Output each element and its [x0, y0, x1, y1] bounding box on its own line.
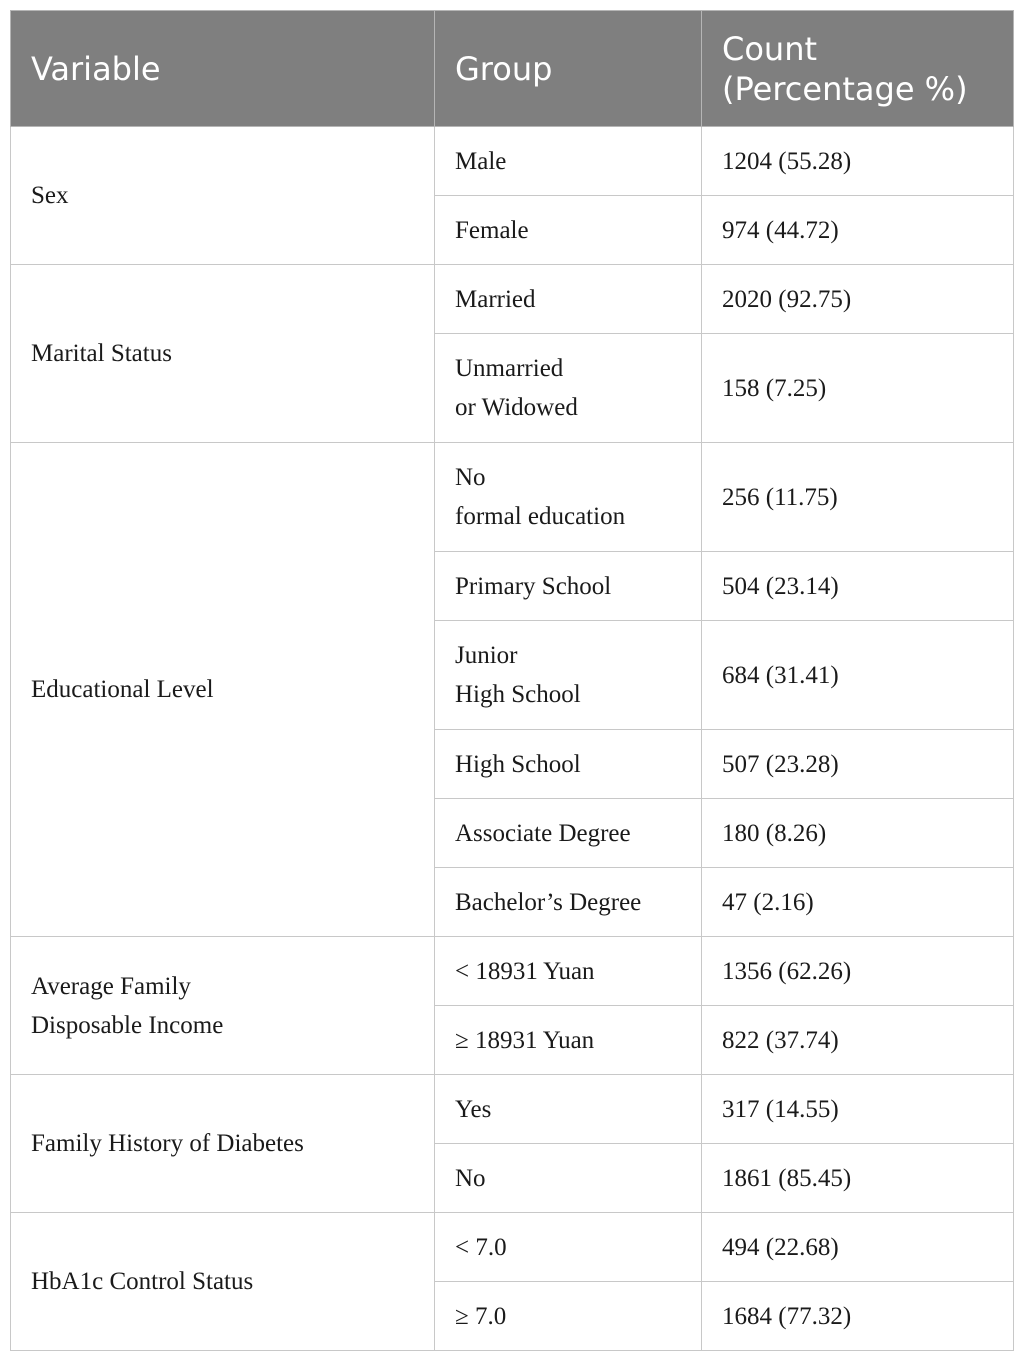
- variable-cell: Marital Status: [11, 265, 435, 443]
- count-cell: 684 (31.41): [702, 621, 1014, 730]
- group-cell: Yes: [435, 1075, 702, 1144]
- table-row: [11, 265, 1014, 334]
- group-cell: Junior High School: [435, 621, 702, 730]
- header-count: Count (Percentage %): [702, 11, 1014, 127]
- table-row: [11, 1075, 1014, 1144]
- count-cell: 1861 (85.45): [702, 1144, 1014, 1213]
- group-cell: Unmarried or Widowed: [435, 334, 702, 443]
- table-row: [11, 937, 1014, 1006]
- demographics-table: [10, 10, 1014, 1351]
- table-row: [11, 443, 1014, 552]
- group-cell: Married: [435, 265, 702, 334]
- group-cell: No: [435, 1144, 702, 1213]
- count-cell: 47 (2.16): [702, 868, 1014, 937]
- group-cell: ≥ 7.0: [435, 1282, 702, 1351]
- count-cell: 822 (37.74): [702, 1006, 1014, 1075]
- variable-cell: Sex: [11, 127, 435, 265]
- count-cell: 974 (44.72): [702, 196, 1014, 265]
- count-cell: 507 (23.28): [702, 730, 1014, 799]
- count-cell: 2020 (92.75): [702, 265, 1014, 334]
- header-variable: Variable: [11, 11, 435, 127]
- group-cell: ≥ 18931 Yuan: [435, 1006, 702, 1075]
- group-cell: Male: [435, 127, 702, 196]
- count-cell: 180 (8.26): [702, 799, 1014, 868]
- group-cell: < 18931 Yuan: [435, 937, 702, 1006]
- count-cell: 1684 (77.32): [702, 1282, 1014, 1351]
- count-cell: 317 (14.55): [702, 1075, 1014, 1144]
- group-cell: Primary School: [435, 552, 702, 621]
- table-row: [11, 127, 1014, 196]
- count-cell: 504 (23.14): [702, 552, 1014, 621]
- group-cell: Bachelor’s Degree: [435, 868, 702, 937]
- header-row: [11, 11, 1014, 127]
- count-cell: 1356 (62.26): [702, 937, 1014, 1006]
- variable-cell: HbA1c Control Status: [11, 1213, 435, 1351]
- variable-cell: Family History of Diabetes: [11, 1075, 435, 1213]
- group-cell: High School: [435, 730, 702, 799]
- group-cell: No formal education: [435, 443, 702, 552]
- header-group: Group: [435, 11, 702, 127]
- table-row: [11, 1213, 1014, 1282]
- table-container: [10, 10, 1013, 1351]
- variable-cell: Educational Level: [11, 443, 435, 937]
- group-cell: Female: [435, 196, 702, 265]
- group-cell: Associate Degree: [435, 799, 702, 868]
- count-cell: 494 (22.68): [702, 1213, 1014, 1282]
- count-cell: 1204 (55.28): [702, 127, 1014, 196]
- variable-cell: Average Family Disposable Income: [11, 937, 435, 1075]
- group-cell: < 7.0: [435, 1213, 702, 1282]
- count-cell: 158 (7.25): [702, 334, 1014, 443]
- count-cell: 256 (11.75): [702, 443, 1014, 552]
